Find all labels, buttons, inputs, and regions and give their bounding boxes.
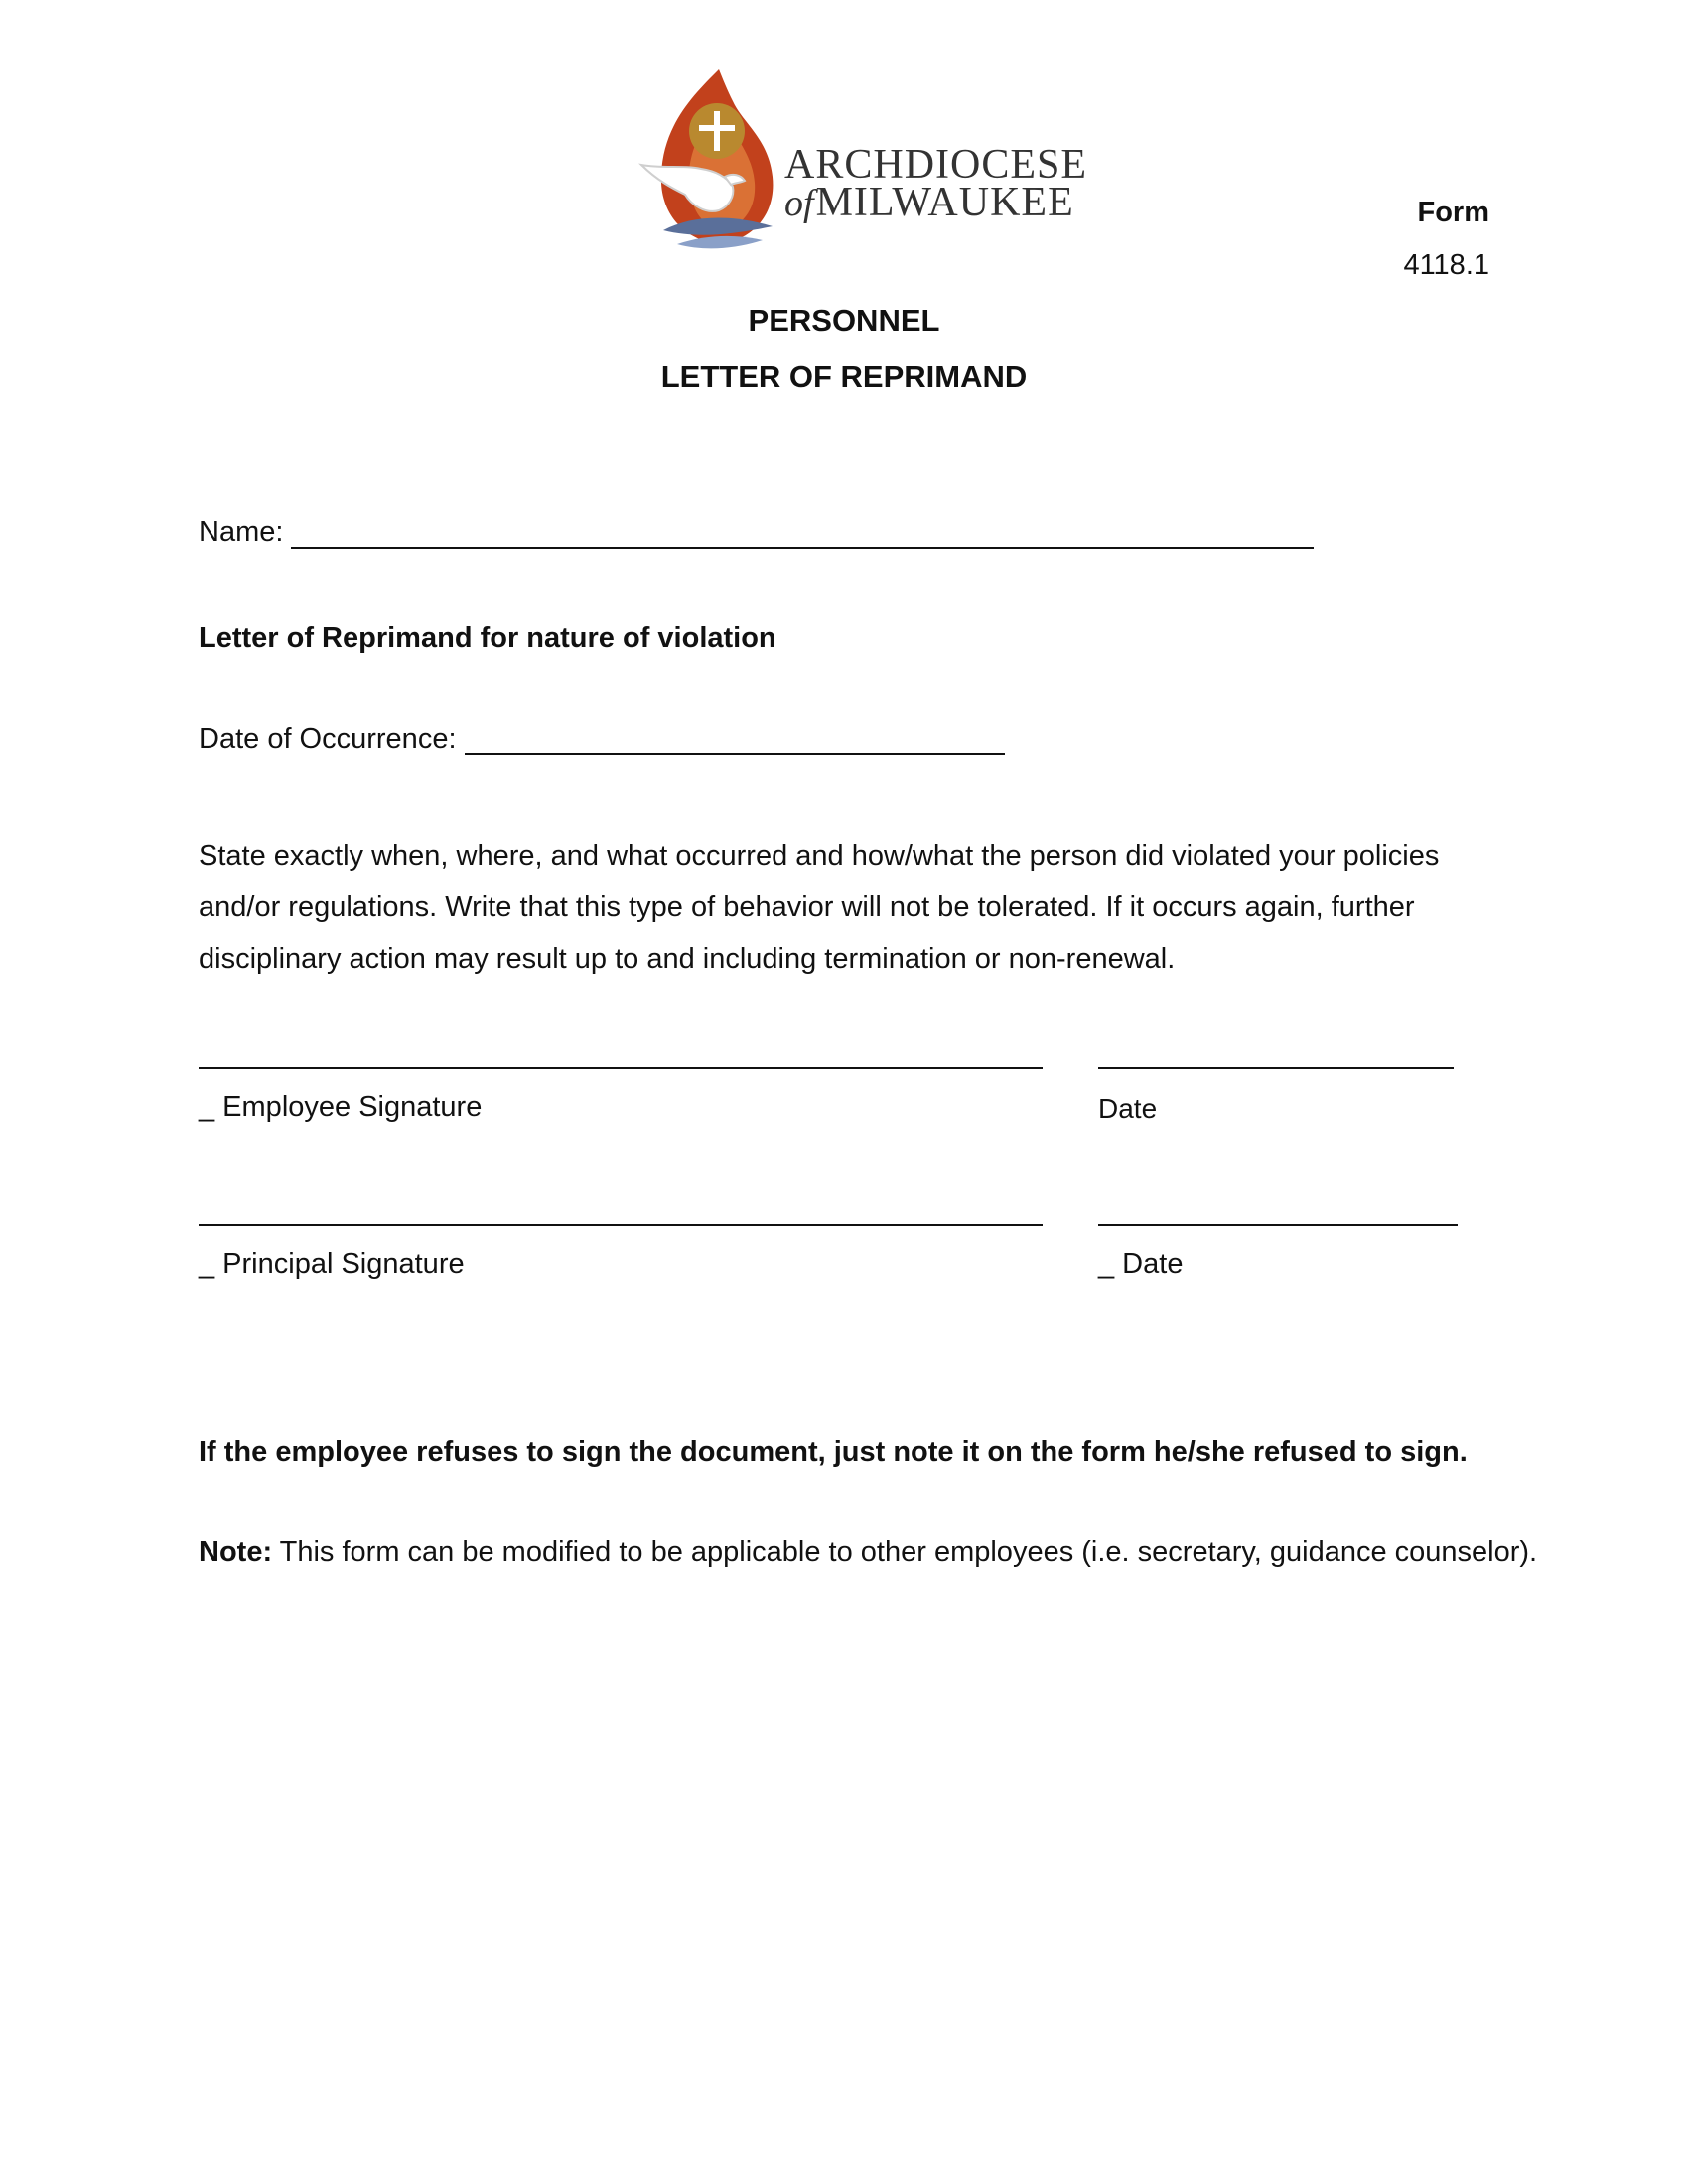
note-text: This form can be modified to be applicable to other employees (i.e. secretary, guidance counselor).: [272, 1536, 1538, 1568]
date-occurrence-label: Date of Occurrence:: [199, 723, 457, 754]
reprimand-heading: Letter of Reprimand for nature of violation: [199, 622, 776, 654]
name-field-row: [199, 516, 1314, 549]
employee-signature-label: _ Employee Signature: [199, 1091, 483, 1123]
logo-text-milwaukee: [784, 179, 1074, 226]
modification-note: [199, 1536, 1537, 1569]
date-occurrence-row: [199, 723, 1005, 755]
form-label: Form: [1417, 197, 1489, 228]
form-number: 4118.1: [1403, 249, 1489, 281]
logo-text-archdiocese: ARCHDIOCESE: [784, 142, 1088, 188]
employee-date-line[interactable]: [1098, 1067, 1454, 1069]
name-field[interactable]: [291, 517, 1314, 549]
employee-date-label: Date: [1098, 1093, 1158, 1124]
document-title-letter: LETTER OF REPRIMAND: [660, 359, 1028, 394]
logo-emblem-icon: [624, 66, 792, 260]
note-label: Note:: [199, 1536, 273, 1568]
principal-date-line[interactable]: [1098, 1224, 1458, 1226]
logo-text-milwaukee-main: MILWAUKEE: [815, 180, 1074, 225]
name-label: Name:: [199, 516, 284, 548]
employee-signature-line[interactable]: [199, 1067, 1043, 1069]
principal-signature-line[interactable]: [199, 1224, 1043, 1226]
instructions-paragraph: State exactly when, where, and what occurred and how/what the person did violated your policies and/or regulations. Write that this type of behavior will not be tolerated. If it occurs again, further disciplinary action may result up to and including termination or non-renewal.: [199, 840, 1440, 975]
refusal-note: If the employee refuses to sign the document, just note it on the form he/she refused to sign.: [199, 1436, 1468, 1468]
principal-date-label: _ Date: [1098, 1248, 1184, 1280]
date-occurrence-field[interactable]: [465, 724, 1005, 755]
logo-text-of: of: [784, 183, 814, 224]
principal-signature-label: _ Principal Signature: [199, 1248, 465, 1280]
archdiocese-logo: [624, 66, 1088, 260]
document-title-personnel: PERSONNEL: [748, 303, 940, 338]
